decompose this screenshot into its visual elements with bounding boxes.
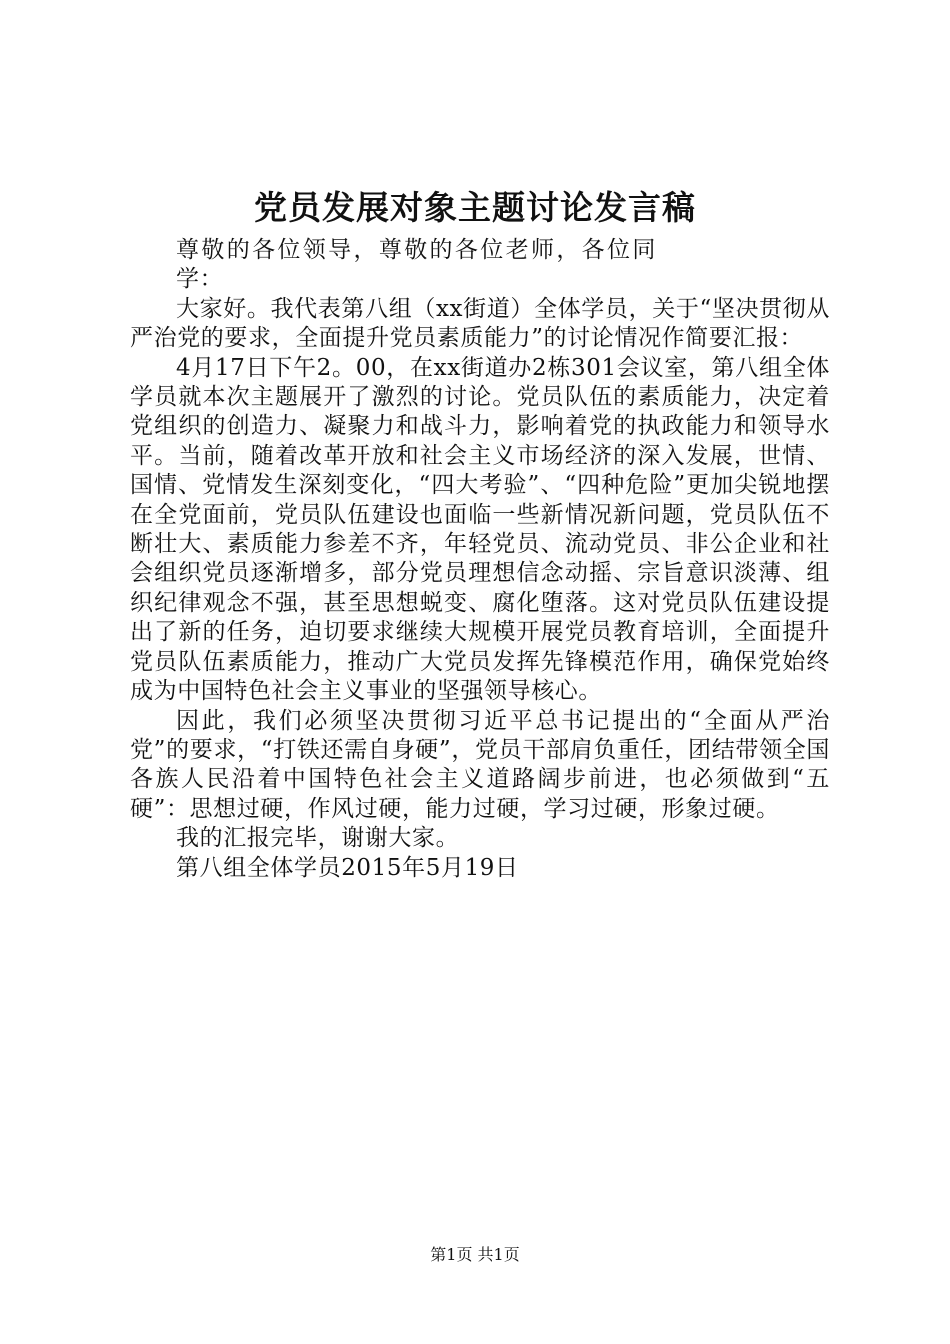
paragraph-opening: 大家好。我代表第八组（xx街道）全体学员，关于“坚决贯彻从严治党的要求，全面提升党员素质能力”的讨论情况作简要汇报： xyxy=(130,295,830,352)
paragraph-conclusion: 因此，我们必须坚决贯彻习近平总书记提出的“全面从严治党”的要求，“打铁还需自身硬”，党员干部肩负重任，团结带领全国各族人民沿着中国特色社会主义道路阔步前进，也必须做到“五硬”：思想过硬，作风过硬，能力过硬，学习过硬，形象过硬。 xyxy=(130,707,830,822)
paragraph-closing: 我的汇报完毕，谢谢大家。 xyxy=(176,825,460,852)
page-footer: 第1页 共1页 xyxy=(430,1245,520,1264)
document-body xyxy=(130,236,830,883)
signature-date: 第八组全体学员2015年5月19日 xyxy=(176,854,519,881)
document-title: 党员发展对象主题讨论发言稿 xyxy=(254,188,696,227)
paragraph-discussion: 4月17日下午2。00，在xx街道办2栋301会议室，第八组全体学员就本次主题展开了激烈的讨论。党员队伍的素质能力，决定着党组织的创造力、凝聚力和战斗力，影响着党的执政能力和领导水平。当前，随着改革开放和社会主义市场经济的深入发展，世情、国情、党情发生深刻变化，“四大考验”、“四种危险”更加尖锐地摆在全党面前，党员队伍建设也面临一些新情况新问题，党员队伍不断壮大、素质能力参差不齐，年轻党员、流动党员、非公企业和社会组织党员逐渐增多，部分党员理想信念动摇、宗旨意识淡薄、组织纪律观念不强，甚至思想蜕变、腐化堕落。这对党员队伍建设提出了新的任务，迫切要求继续大规模开展党员教育培训，全面提升党员队伍素质能力，推动广大党员发挥先锋模范作用，确保党始终成为中国特色社会主义事业的坚强领导核心。 xyxy=(130,354,830,705)
greeting: 尊敬的各位领导，尊敬的各位老师，各位同学： xyxy=(176,237,656,293)
